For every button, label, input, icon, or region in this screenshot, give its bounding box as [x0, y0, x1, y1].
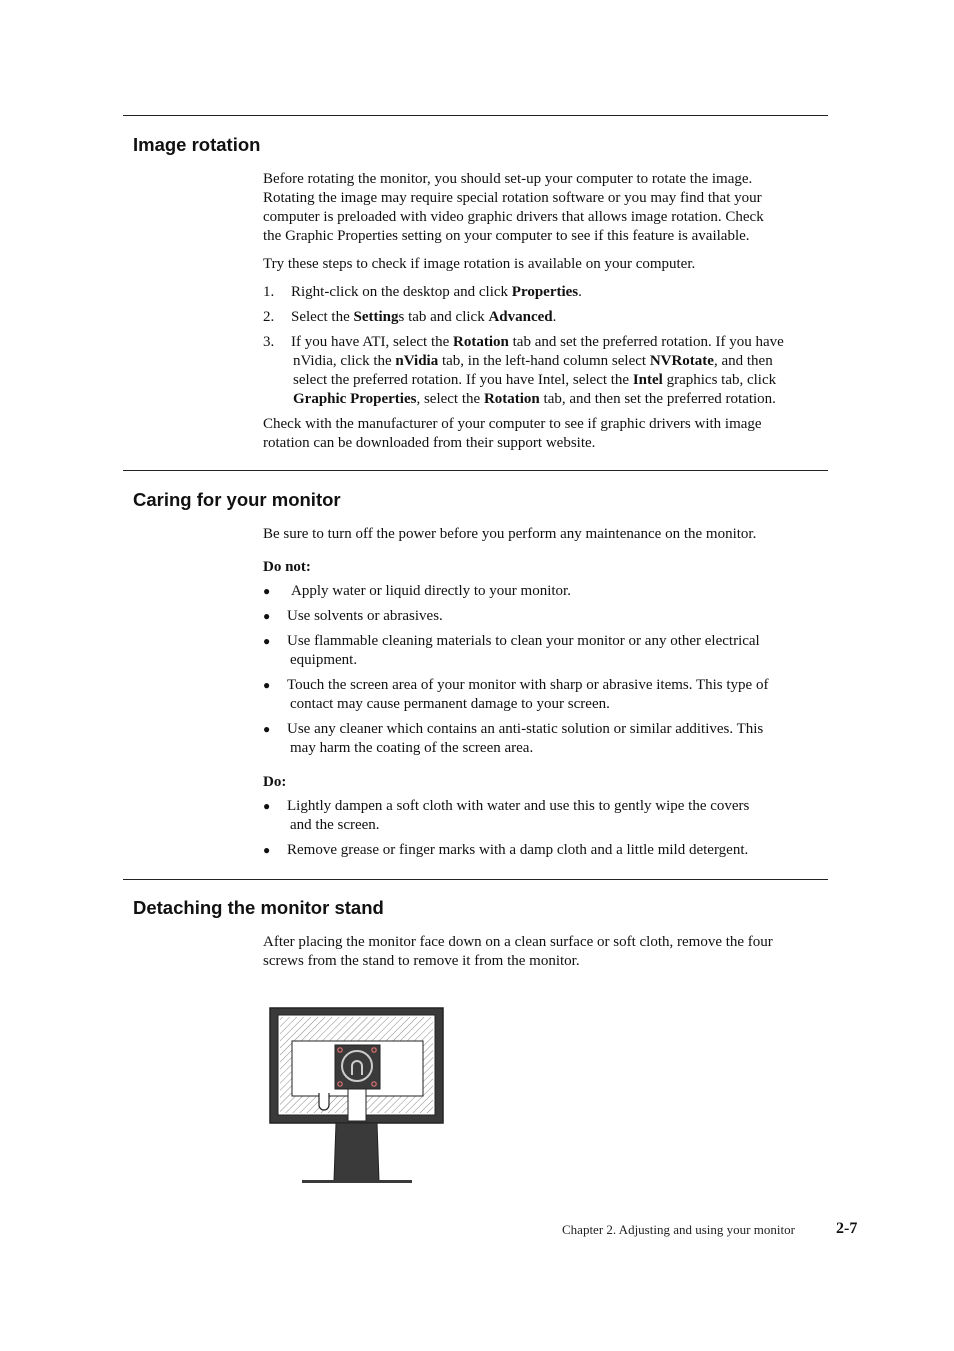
stand-base [302, 1180, 412, 1183]
list-item: ● Remove grease or finger marks with a damp cloth and a little mild detergent. [263, 842, 749, 858]
list-item: ● Use solvents or abrasives. [263, 608, 443, 624]
list-item: ● Touch the screen area of your monitor with sharp or abrasive items. This type of contact may cause permanent damage to your screen. [263, 677, 769, 712]
page-number: 2-7 [836, 1220, 858, 1237]
section-divider [123, 470, 828, 471]
monitor-back-illustration [266, 1005, 448, 1192]
numbered-step: 3. If you have ATI, select the Rotation tab and set the preferred rotation. If you have nVidia, click the nVidia tab, in the left-hand column select NVRotate, and then select the preferred rotation. If you have Intel, select the Intel graphics tab, click Graphic Properties, select the Rotation tab, and then set the preferred rotation. [263, 334, 784, 407]
stand-neck [348, 1089, 366, 1121]
section-title-detaching: Detaching the monitor stand [133, 897, 384, 918]
numbered-step: 2. Select the Settings tab and click Advanced. [263, 309, 557, 325]
image-rotation-body [263, 170, 848, 453]
paragraph: Before rotating the monitor, you should set-up your computer to rotate the image. Rotating the image may require special rotation software or you may find that your computer is preloaded with video graphic drivers that allows image rotation. Check the Graphic Properties setting on your computer to see if this feature is available. [263, 171, 764, 244]
list-item: ● Lightly dampen a soft cloth with water and use this to gently wipe the covers and the screen. [263, 798, 750, 833]
numbered-step: 1. Right-click on the desktop and click Properties. [263, 284, 582, 300]
list-item: ● Use any cleaner which contains an anti-static solution or similar additives. This may harm the coating of the screen area. [263, 721, 764, 756]
list-item: ● Apply water or liquid directly to your monitor. [263, 583, 571, 599]
list-item: ● Use flammable cleaning materials to clean your monitor or any other electrical equipment. [263, 633, 760, 668]
paragraph: Check with the manufacturer of your computer to see if graphic drivers with image rotation can be downloaded from their support website. [263, 416, 762, 451]
stand-body [334, 1123, 379, 1181]
do-label: Do: [263, 774, 287, 790]
paragraph: After placing the monitor face down on a clean surface or soft cloth, remove the four screws from the stand to remove it from the monitor. [263, 934, 773, 969]
detaching-body [263, 933, 848, 971]
section-title-image-rotation: Image rotation [133, 134, 261, 155]
do-not-label: Do not: [263, 559, 311, 575]
section-divider [123, 879, 828, 880]
monitor-stand-figure [266, 1005, 448, 1187]
section-title-caring: Caring for your monitor [133, 489, 341, 510]
chapter-footer: Chapter 2. Adjusting and using your monitor [562, 1222, 795, 1237]
paragraph: Be sure to turn off the power before you perform any maintenance on the monitor. [263, 526, 757, 542]
paragraph: Try these steps to check if image rotation is available on your computer. [263, 256, 696, 272]
section-divider [123, 115, 828, 116]
caring-body [263, 525, 848, 860]
